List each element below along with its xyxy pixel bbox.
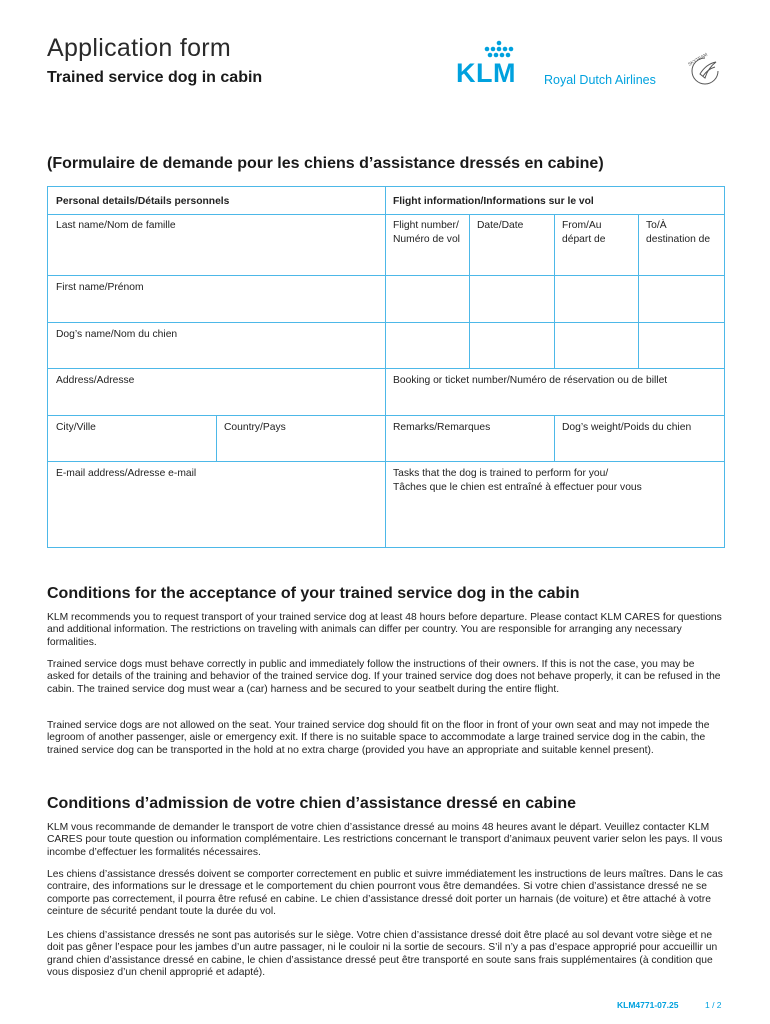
first-name-field[interactable]	[48, 276, 385, 322]
date-field-1[interactable]	[470, 276, 554, 322]
page-subtitle: Trained service dog in cabin	[47, 69, 263, 86]
date-label: Date/Date	[477, 220, 524, 231]
remarks-field[interactable]	[386, 416, 554, 461]
dog-weight-field[interactable]	[555, 416, 724, 461]
page-number: 1 / 2	[705, 1000, 722, 1010]
form-code: KLM4771-07.25	[617, 1000, 679, 1010]
conditions-fr-paragraph-3: Les chiens d’assistance dressés ne sont pas autorisés sur le siège. Votre chien d’assistance dressé doit être placé au sol devant votre siège et ne doit pas gêner l’espace pour les jambes d’un autre passager, ni le couloir ni la sortie de secours. S’il n’y a pas d’espace approprié pour accueillir un grand chien d’assistance dressé en cabine, le chien d’assistance dressé peut être transporté en soute sans frais supplémentaires (à condition que vous disposiez d’un chenil approprié et adapté).	[47, 930, 718, 979]
booking-number-label: Booking or ticket number/Numéro de réservation ou de billet	[393, 375, 668, 386]
page-title: Application form	[47, 34, 232, 62]
flight-number-field-2[interactable]	[386, 323, 469, 368]
klm-wordmark: KLM	[456, 58, 516, 88]
address-field[interactable]	[48, 369, 385, 415]
booking-number-field[interactable]	[386, 369, 724, 415]
french-title: (Formulaire de demande pour les chiens d’assistance dressés en cabine)	[47, 155, 604, 172]
from-field-1[interactable]	[555, 276, 638, 322]
address-label: Address/Adresse	[56, 375, 135, 386]
conditions-en-paragraph-1: KLM recommends you to request transport of your trained service dog at least 48 hours before departure. Please contact KLM CARES for questions and additional information. The restrictions on traveling with animals can differ per country. You are responsible for arranging any necessary formalities.	[47, 612, 722, 648]
klm-logo	[452, 40, 667, 90]
skyteam-icon	[686, 52, 724, 90]
tasks-label-en: Tasks that the dog is trained to perform for you/	[393, 468, 609, 479]
conditions-en-paragraph-2: Trained service dogs must behave correctly in public and immediately follow the instructions of their owners. If this is not the case, you may be asked for details of the training and behavior of the trained service dog. If your trained service dog does not behave properly, it can be refused in the cabin. The trained service dog must wear a (car) harness and be secured to your seatbelt during the entire flight.	[47, 659, 721, 695]
crown-icon	[464, 40, 534, 60]
conditions-fr-paragraph-2: Les chiens d’assistance dressés doivent se comporter correctement en public et suivre immédiatement les instructions de leurs maîtres. Dans le cas contraire, des informations sur le dressage et le comportement du chien pourront vous être demandées. Si votre chien d’assistance dressé ne se comporte pas correctement, il pourra être refusé en cabine. Le chien d’assistance dressé doit porter un harnais (de voiture) et être attaché à votre ceinture de sécurité pendant toute la durée du vol.	[47, 869, 723, 918]
flight-number-label: Flight number/ Numéro de vol	[393, 220, 460, 245]
country-label: Country/Pays	[224, 422, 286, 433]
tasks-field[interactable]	[386, 462, 724, 547]
to-field-2[interactable]	[639, 323, 724, 368]
conditions-fr-paragraph-1: KLM vous recommande de demander le transport de votre chien d’assistance dressé au moins 48 heures avant le départ. Veuillez contacter KLM CARES pour toute question ou information complémentaire. Les restrictions concernant le transport d’animaux peuvent varier selon les pays. Il vous incombe d’effectuer les formalités nécessaires.	[47, 822, 723, 858]
city-label: City/Ville	[56, 422, 96, 433]
city-field[interactable]	[48, 416, 216, 461]
personal-details-header: Personal details/Détails personnels	[56, 196, 230, 207]
email-label: E-mail address/Adresse e-mail	[56, 468, 197, 479]
last-name-label: Last name/Nom de famille	[56, 220, 176, 231]
email-field[interactable]	[48, 462, 385, 547]
flight-info-header: Flight information/Informations sur le vol	[393, 196, 594, 207]
skyteam-text: SKYTEAM	[687, 52, 709, 67]
to-label: To/À destination de	[646, 220, 711, 245]
tasks-label-fr: Tâches que le chien est entraîné à effectuer pour vous	[393, 482, 642, 493]
dog-weight-label: Dog’s weight/Poids du chien	[562, 422, 692, 433]
conditions-fr-title: Conditions d’admission de votre chien d’assistance dressé en cabine	[47, 795, 577, 812]
dog-name-field[interactable]	[48, 323, 385, 368]
dog-name-label: Dog’s name/Nom du chien	[56, 329, 178, 340]
logo-tagline: Royal Dutch Airlines	[544, 73, 656, 87]
conditions-en-paragraph-3: Trained service dogs are not allowed on the seat. Your trained service dog should fit on the floor in front of your own seat and may not impede the legroom of another passenger, aisle or emergency exit. If there is no suitable space to accommodate a large trained service dog in the cabin, the trained service dog can be transported in the hold at no extra charge (provided you have an appropriate and suitable kennel present).	[47, 720, 710, 756]
last-name-field[interactable]	[48, 215, 385, 275]
application-form-table	[47, 186, 725, 548]
to-field-1[interactable]	[639, 276, 724, 322]
from-field-2[interactable]	[555, 323, 638, 368]
conditions-en-title: Conditions for the acceptance of your trained service dog in the cabin	[47, 585, 580, 602]
flight-number-field-1[interactable]	[386, 276, 469, 322]
from-label: From/Au départ de	[562, 220, 606, 245]
first-name-label: First name/Prénom	[56, 282, 144, 293]
country-field[interactable]	[217, 416, 385, 461]
remarks-label: Remarks/Remarques	[393, 422, 491, 433]
date-field-2[interactable]	[470, 323, 554, 368]
